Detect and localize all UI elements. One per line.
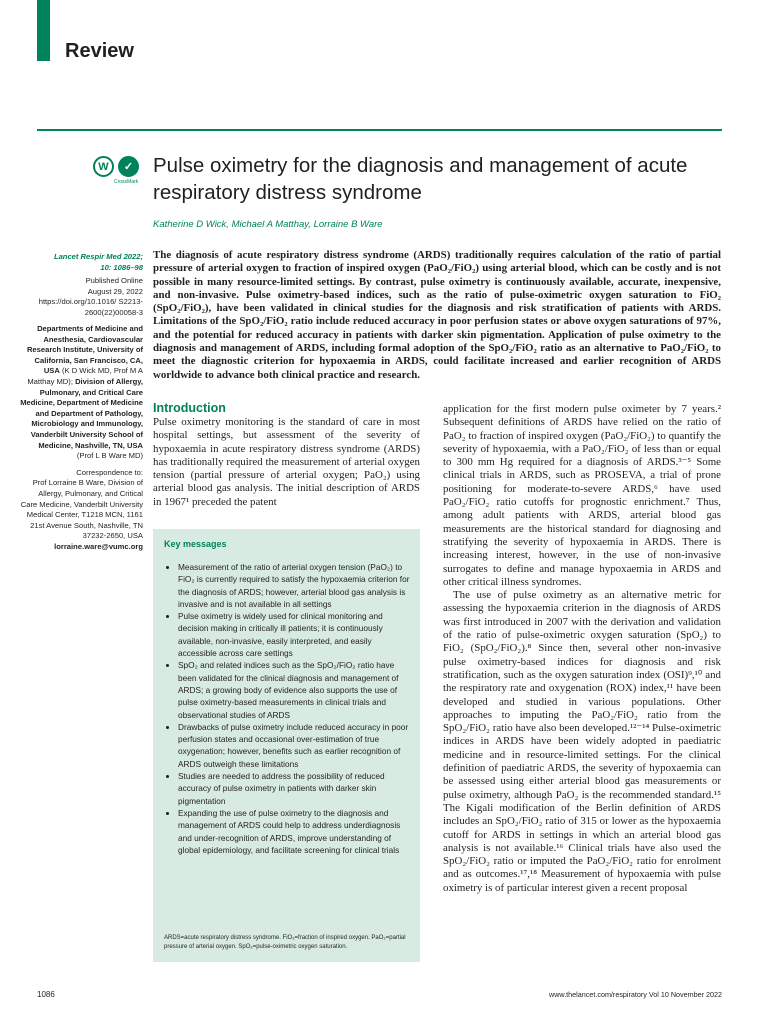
published-date: August 29, 2022 — [87, 286, 143, 296]
body-paragraph-1: application for the first modern pulse oximeter by 7 years.² Subsequent definitions of ARDS have relied on the ratio of PaO₂ to fraction of inspired oxygen (PaO₂/FiO₂) to quantify the severity of hypoxaemia, with a PaO₂/FiO₂ of less than or equal to 300 mm Hg required for a diagnosis of ARDS.³⁻⁵ Some clinical trials in ARDS, such as PROSEVA, a trial of prone positioning for moderate-to-severe ARDS,⁶ have used PaO₂/FiO₂ ratio cutoffs for prognostic enrichment.⁷ Thus, among adult patients with ARDS, arterial blood gas measurements are the historical standard for diagnosing and stratifying the severity of hypoxaemia in ARDS. There is increasing interest, however, in the use of non-invasive surrogates to define and manage hypoxaemia in ARDS and other critical illness syndromes. — [443, 403, 721, 588]
column-1 — [153, 416, 420, 509]
correspondence-email[interactable]: lorraine.ware@vumc.org — [54, 541, 143, 551]
citation-journal: Lancet Respir Med 2022; — [53, 252, 143, 261]
page-number: 1086 — [37, 990, 55, 999]
affiliation-2: Division of Allergy, Pulmonary, and Critical Care Medicine, Department of Medicine and Department of Pathology, Microbiology and Immunology, Vanderbilt University School of Medicine, Nashville, TN, USA — [20, 376, 143, 450]
abstract: The diagnosis of acute respiratory distress syndrome (ARDS) traditionally requires calculation of the ratio of partial pressure of arterial oxygen to fraction of inspired oxygen (PaO₂/FiO₂) using arterial blood, which can be costly and is not possible in many resource-limited settings. By contrast, pulse oximetry is continuously available, accurate, inexpensive, and non-invasive. Pulse oximetry-based indices, such as the ratio of pulse-oximetric oxygen saturation to FiO₂ (SpO₂/FiO₂), have been validated in clinical studies for the diagnosis and risk stratification of patients with ARDS. Limitations of the SpO₂/FiO₂ ratio include reduced accuracy in poor perfusion states or above oxygen saturations of 97%, and the potential for reduced accuracy in patients with darker skin pigmentation. Application of pulse oximetry to the diagnosis and management of ARDS, including formal adoption of the SpO₂/FiO₂ ratio as an alternative to PaO₂/FiO₂ to meet the diagnostic criterion for hypoxaemia in ARDS, could facilitate increased and earlier recognition of ARDS worldwide to advance both clinical practice and research. — [153, 249, 721, 381]
column-2 — [443, 403, 721, 895]
key-messages-list — [164, 561, 410, 856]
correspondence-address: Prof Lorraine B Ware, Division of Allergy, Pulmonary, and Critical Care Medicine, Vanderbilt University Medical Center, T1218 MCN, 1161 21st Avenue South, Nashville, TN 37232-2650, USA — [20, 478, 143, 541]
affiliation-2-people: (Prof L B Ware MD) — [76, 451, 143, 461]
published-online-label: Published Online — [85, 276, 143, 286]
author-list: Katherine D Wick, Michael A Matthay, Lorraine B Ware — [153, 219, 383, 230]
key-message-item: • Measurement of the ratio of arterial oxygen tension (PaO₂) to FiO₂ is currently required to satisfy the hypoxaemia criterion for the diagnosis of ARDS; however, arterial blood gas analysis is invasive and is not available in all settings — [178, 561, 410, 610]
doi-link[interactable]: https://doi.org/10.1016/ S2213-2600(22)00058-3 — [38, 297, 143, 317]
header-rule — [37, 129, 722, 131]
footer-journal-info[interactable]: www.thelancet.com/respiratory Vol 10 November 2022 — [549, 990, 722, 999]
correspondence-label: Correspondence to: — [76, 467, 143, 477]
key-messages-heading: Key messages — [164, 539, 227, 549]
citation-block — [20, 252, 143, 319]
crossmark-label: CrossMark — [114, 179, 139, 185]
open-access-icon[interactable]: W — [93, 156, 114, 177]
key-message-item: • Drawbacks of pulse oximetry include reduced accuracy in poor perfusion states and occasional over-estimation of true oxygenation; however, benefits such as earlier recognition of ARDS outweigh these limitations — [178, 721, 410, 770]
key-messages-footnote: ARDS=acute respiratory distress syndrome. FiO₂=fraction of inspired oxygen. PaO₂=partial pressure of arterial oxygen. SpO₂=pulse-oximetric oxygen saturation. — [164, 935, 406, 950]
key-message-item: • Studies are needed to address the possibility of reduced accuracy of pulse oximetry in patients with darker skin pigmentation — [178, 770, 410, 807]
key-message-item: • Pulse oximetry is widely used for clinical monitoring and decision making in critically ill patients; it is continuously available, non-invasive, easily interpreted, and easily accessible across care settings — [178, 610, 410, 659]
citation-pages: 10: 1086–98 — [100, 262, 143, 272]
introduction-heading: Introduction — [153, 401, 226, 415]
key-messages-panel — [153, 529, 420, 962]
article-badges — [93, 156, 143, 192]
section-label: Review — [65, 40, 134, 62]
key-message-item: • SpO₂ and related indices such as the SpO₂/FiO₂ ratio have been validated for the clinical diagnosis and management of ARDS; a growing body of evidence also supports the use of pulse oximetry-based measurements in clinical trials and observational studies of ARDS — [178, 659, 410, 720]
crossmark-icon[interactable]: ✓ — [118, 156, 139, 177]
intro-paragraph-1: Pulse oximetry monitoring is the standard of care in most hospital settings, but assessment of the severity of hypoxaemia in acute respiratory distress syndrome (ARDS) has traditionally required the measurement of arterial oxygen tension (partial pressure of arterial oxygen; PaO₂) using arterial blood gas analysis. The initial description of ARDS in 1967¹ preceded the patent — [153, 416, 420, 508]
affiliation-1: Departments of Medicine and Anesthesia, Cardiovascular Research Institute, University of California, San Francisco, CA, USA — [26, 324, 143, 376]
key-message-item: • Expanding the use of pulse oximetry to the diagnosis and management of ARDS could help to address underdiagnosis and under-recognition of ARDS, improve understanding of global epidemiology, and facilitate screening for clinical trials — [178, 807, 410, 856]
article-title: Pulse oximetry for the diagnosis and management of acute respiratory distress syndrome — [153, 154, 688, 204]
body-paragraph-2: The use of pulse oximetry as an alternative metric for assessing the hypoxaemia criterion in the diagnosis of ARDS was first introduced in 2007 with the derivation and validation of the ratio of pulse-oximetric oxygen saturation (SpO₂) to FiO₂ (SpO₂/FiO₂).⁸ Since then, several other non-invasive pulse oximetry-based indices for diagnosis and risk stratification, such as the oxygen saturation index (OSI)⁹,¹⁰ and the respiratory rate and oxygenation (ROX) index,¹¹ have been developed and studied in various populations. Other approaches to imputing the PaO₂/FiO₂ ratio from the SpO₂/FiO₂ ratio have also been developed.¹²⁻¹⁴ Pulse-oximetric indices in ARDS have been widely adopted in paediatric medicine and in resource-limited settings. For the clinical definition of paediatric ARDS, the severity of hypoxaemia can be assessed using either arterial blood gas measurements or pulse oximetry, although PaO₂ is the recommended standard.¹⁵ The Kigali modification of the Berlin definition of ARDS includes an SpO₂/FiO₂ ratio of 315 or lower as the hypoxaemia cutoff for ARDS in settings in which an arterial blood gas analysis is not available.¹⁶ Clinical trials have also used the SpO₂/FiO₂ ratio or imputed the PaO₂/FiO₂ ratio for enrolment and as outcomes.¹⁷,¹⁸ Measurement of hypoxaemia with pulse oximetry is of particular interest given a recent proposal — [443, 589, 721, 894]
affiliation-1-people: (K D Wick MD, Prof M A Matthay MD); — [27, 366, 143, 386]
affiliations-block — [20, 324, 143, 552]
section-color-bar — [37, 0, 50, 61]
